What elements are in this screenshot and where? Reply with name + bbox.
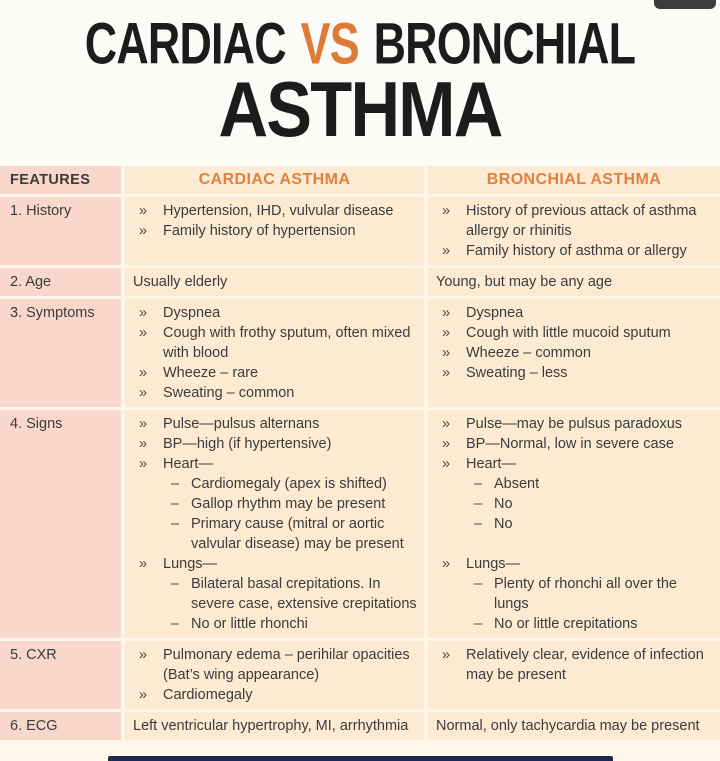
cell-item xyxy=(125,221,418,241)
item-text: Pulmonary edema – perihilar opacities (Bat’s wing appearance) xyxy=(163,647,410,683)
cell-item xyxy=(428,414,714,434)
title-vs: VS xyxy=(300,9,359,76)
cell-item xyxy=(125,414,418,434)
cell-item xyxy=(428,554,714,574)
dash-bullet-icon: – xyxy=(474,496,483,512)
title-cardiac: CARDIAC xyxy=(84,9,286,76)
chevron-bullet-icon: » xyxy=(442,345,451,361)
chevron-bullet-icon: » xyxy=(139,385,148,401)
dash-bullet-icon: – xyxy=(171,616,180,632)
title-bronchial: BRONCHIAL xyxy=(373,9,636,76)
item-text: Cardiomegaly xyxy=(163,687,253,703)
title-line-1 xyxy=(72,9,648,76)
chevron-bullet-icon: » xyxy=(442,203,451,219)
chevron-bullet-icon: » xyxy=(139,647,148,663)
cell-item xyxy=(428,241,714,261)
bronchial-cell xyxy=(428,712,720,740)
item-text: Plenty of rhonchi all over the lungs xyxy=(494,576,677,612)
feature-cell: 1. History xyxy=(0,197,121,265)
cell-item xyxy=(125,201,418,221)
item-text: Pulse—may be pulsus paradoxus xyxy=(466,416,683,432)
chevron-bullet-icon: » xyxy=(139,556,148,572)
header-features: FEATURES xyxy=(0,166,121,194)
cell-item xyxy=(428,454,714,474)
cell-item: Normal, only tachycardia may be present xyxy=(436,718,700,734)
item-text: Dyspnea xyxy=(466,305,524,321)
item-text: Sweating – less xyxy=(466,365,568,381)
table-row xyxy=(0,268,720,296)
cell-item xyxy=(428,645,714,685)
cardiac-cell xyxy=(125,197,424,265)
cell-item xyxy=(125,474,418,494)
item-text: Lungs— xyxy=(163,556,218,572)
cell-item xyxy=(428,474,714,494)
top-right-tab xyxy=(654,0,716,9)
item-text: No xyxy=(494,516,513,532)
item-text: Relatively clear, evidence of infection may be present xyxy=(466,647,704,683)
item-text: Primary cause (mitral or aortic valvular disease) may be present xyxy=(191,516,404,552)
cell-item xyxy=(125,303,418,323)
item-text: Cough with little mucoid sputum xyxy=(466,325,671,341)
chevron-bullet-icon: » xyxy=(442,365,451,381)
dash-bullet-icon: – xyxy=(171,476,180,492)
page-title xyxy=(0,0,720,153)
dash-bullet-icon: – xyxy=(171,576,180,592)
bronchial-cell xyxy=(428,641,720,709)
cardiac-cell xyxy=(125,410,424,638)
chevron-bullet-icon: » xyxy=(442,647,451,663)
feature-cell: 6. ECG xyxy=(0,712,121,740)
feature-cell: 3. Symptoms xyxy=(0,299,121,407)
header-bronchial-asthma: BRONCHIAL ASTHMA xyxy=(428,166,720,194)
chevron-bullet-icon: » xyxy=(139,365,148,381)
cell-item xyxy=(125,574,418,614)
cell-item xyxy=(428,514,714,534)
cell-item xyxy=(428,434,714,454)
comparison-table xyxy=(0,166,720,761)
chevron-bullet-icon: » xyxy=(139,436,148,452)
cell-item xyxy=(125,434,418,454)
chevron-bullet-icon: » xyxy=(442,556,451,572)
cell-item xyxy=(125,514,418,554)
chevron-bullet-icon: » xyxy=(442,436,451,452)
bottom-bar xyxy=(108,756,613,761)
cell-item xyxy=(125,685,418,705)
item-text: Lungs— xyxy=(466,556,521,572)
item-text: Wheeze – rare xyxy=(163,365,259,381)
table-row xyxy=(0,410,720,638)
bronchial-cell xyxy=(428,410,720,638)
item-text: Family history of hypertension xyxy=(163,223,356,239)
item-text: Pulse—pulsus alternans xyxy=(163,416,320,432)
chevron-bullet-icon: » xyxy=(442,243,451,259)
feature-cell: 4. Signs xyxy=(0,410,121,638)
item-text: No or little rhonchi xyxy=(191,616,308,632)
cell-item xyxy=(125,363,418,383)
cardiac-cell xyxy=(125,712,424,740)
cell-item: Usually elderly xyxy=(133,274,228,290)
cell-item xyxy=(428,363,714,383)
chevron-bullet-icon: » xyxy=(442,305,451,321)
cell-item: Young, but may be any age xyxy=(436,274,613,290)
cell-item xyxy=(125,645,418,685)
chevron-bullet-icon: » xyxy=(442,416,451,432)
cell-item xyxy=(428,614,714,634)
item-text: Heart— xyxy=(466,456,516,472)
table-row xyxy=(0,197,720,265)
item-text: Absent xyxy=(494,476,540,492)
item-text: Heart— xyxy=(163,456,213,472)
bronchial-cell xyxy=(428,299,720,407)
bronchial-cell xyxy=(428,197,720,265)
cell-item xyxy=(428,201,714,241)
cardiac-cell xyxy=(125,299,424,407)
chevron-bullet-icon: » xyxy=(139,687,148,703)
chevron-bullet-icon: » xyxy=(442,456,451,472)
cell-item xyxy=(428,323,714,343)
item-text: Bilateral basal crepitations. In severe case, extensive crepitations xyxy=(191,576,417,612)
cell-item xyxy=(125,454,418,474)
chevron-bullet-icon: » xyxy=(139,456,148,472)
dash-bullet-icon: – xyxy=(474,576,483,592)
title-line-2: ASTHMA xyxy=(218,65,502,153)
cell-item xyxy=(125,554,418,574)
table-row xyxy=(0,299,720,407)
cell-item: Left ventricular hypertrophy, MI, arrhythmia xyxy=(133,718,409,734)
item-text: History of previous attack of asthma allergy or rhinitis xyxy=(466,203,697,239)
cell-item xyxy=(125,323,418,363)
feature-cell: 5. CXR xyxy=(0,641,121,709)
chevron-bullet-icon: » xyxy=(139,325,148,341)
cell-item xyxy=(428,343,714,363)
item-text: Cough with frothy sputum, often mixed with blood xyxy=(163,325,411,361)
table-row xyxy=(0,712,720,740)
chevron-bullet-icon: » xyxy=(442,325,451,341)
bronchial-cell xyxy=(428,268,720,296)
item-text: Cardiomegaly (apex is shifted) xyxy=(191,476,387,492)
cardiac-cell xyxy=(125,641,424,709)
item-text: No or little crepitations xyxy=(494,616,638,632)
item-text: Sweating – common xyxy=(163,385,295,401)
table-rows xyxy=(0,197,720,740)
item-text: No xyxy=(494,496,513,512)
item-text: BP—high (if hypertensive) xyxy=(163,436,332,452)
item-text: Wheeze – common xyxy=(466,345,591,361)
table-header-row xyxy=(0,166,720,194)
cell-item xyxy=(428,303,714,323)
dash-bullet-icon: – xyxy=(474,516,483,532)
table-row xyxy=(0,641,720,709)
cardiac-cell xyxy=(125,268,424,296)
chevron-bullet-icon: » xyxy=(139,223,148,239)
feature-cell: 2. Age xyxy=(0,268,121,296)
chevron-bullet-icon: » xyxy=(139,203,148,219)
dash-bullet-icon: – xyxy=(171,496,180,512)
dash-bullet-icon: – xyxy=(474,616,483,632)
item-text: Dyspnea xyxy=(163,305,221,321)
item-text: Gallop rhythm may be present xyxy=(191,496,386,512)
cell-item xyxy=(125,383,418,403)
cell-item xyxy=(428,574,714,614)
cell-item xyxy=(125,614,418,634)
chevron-bullet-icon: » xyxy=(139,416,148,432)
item-text: BP—Normal, low in severe case xyxy=(466,436,674,452)
item-text: Family history of asthma or allergy xyxy=(466,243,687,259)
chevron-bullet-icon: » xyxy=(139,305,148,321)
header-cardiac-asthma: CARDIAC ASTHMA xyxy=(125,166,424,194)
cell-item xyxy=(428,494,714,514)
dash-bullet-icon: – xyxy=(474,476,483,492)
cell-item xyxy=(125,494,418,514)
dash-bullet-icon: – xyxy=(171,516,180,532)
item-text: Hypertension, IHD, vulvular disease xyxy=(163,203,394,219)
